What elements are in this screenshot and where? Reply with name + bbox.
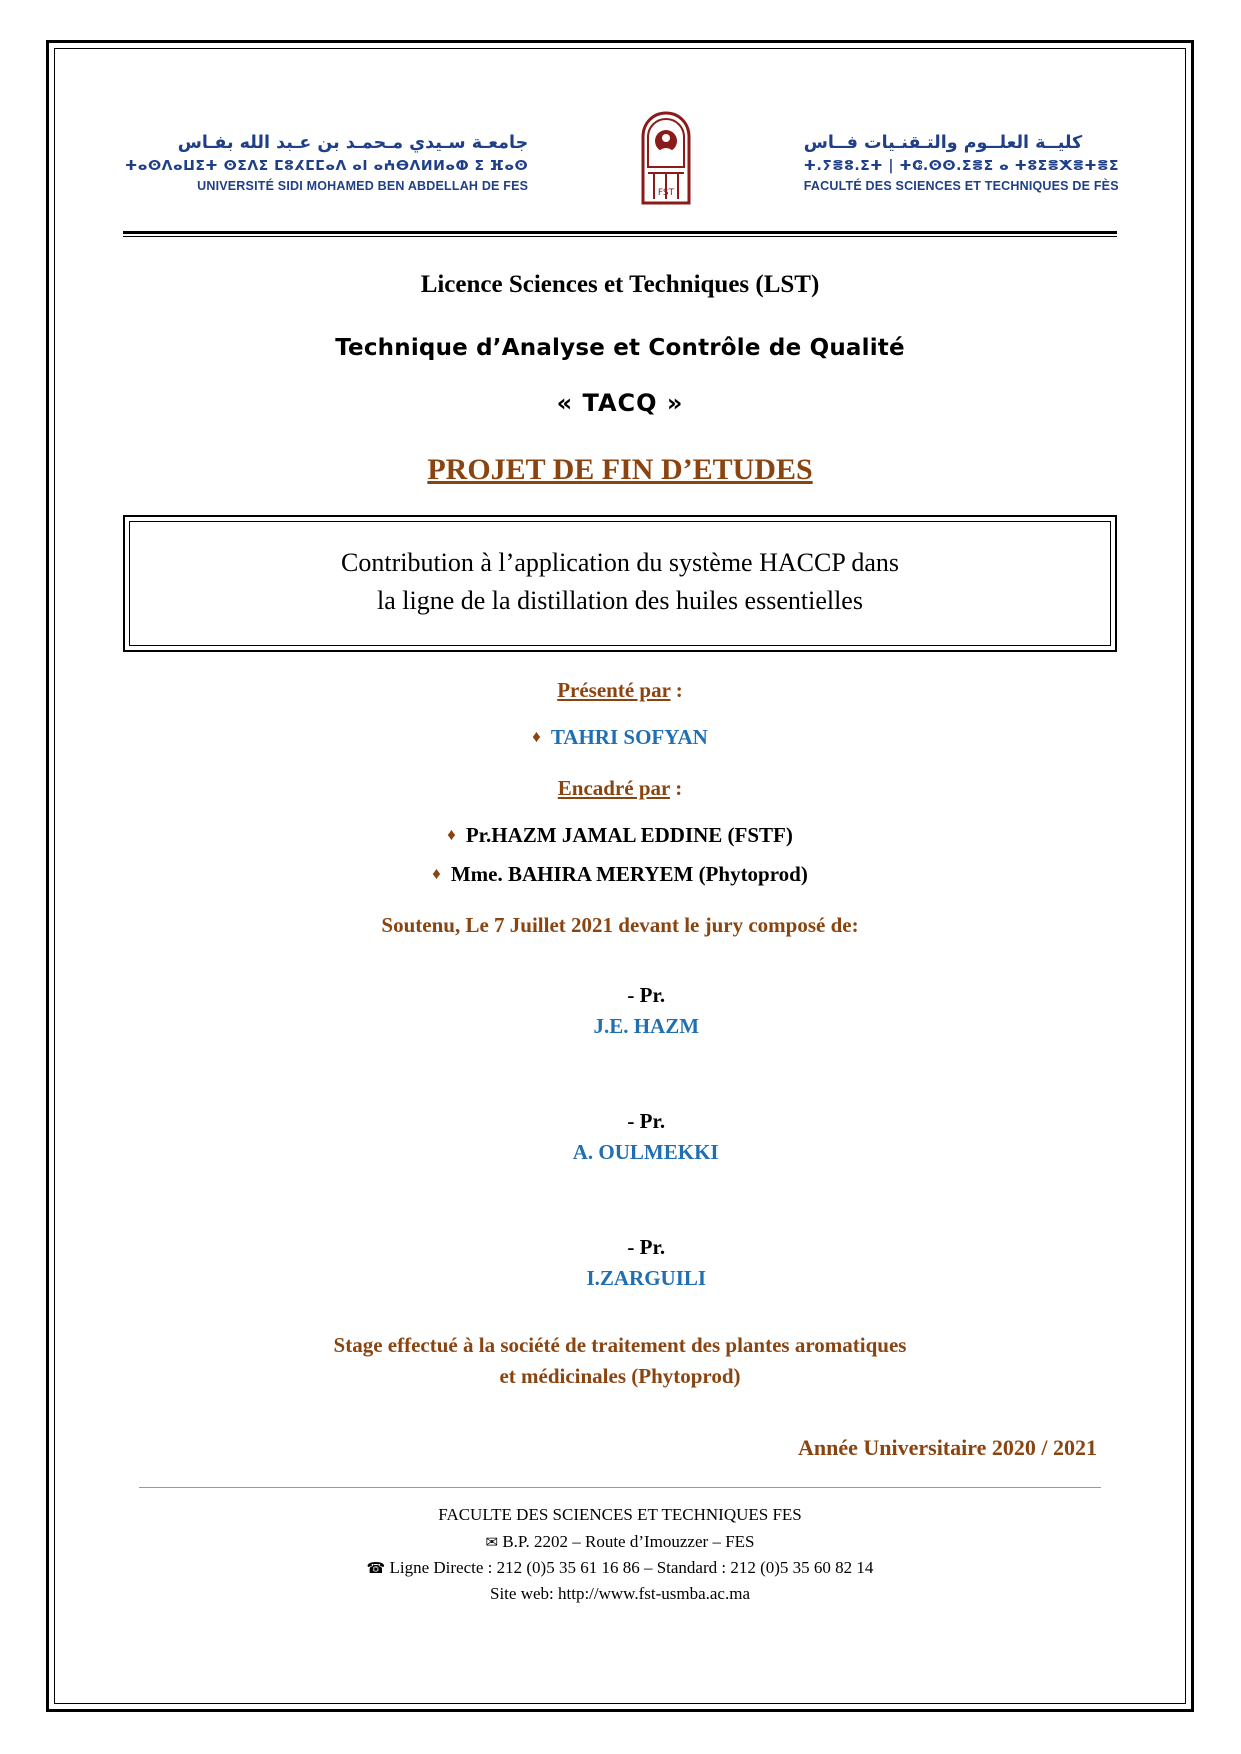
jury-member (113, 1200, 1127, 1326)
faculty-name-french: FACULTÉ DES SCIENCES ET TECHNIQUES DE FÈS (803, 178, 1119, 193)
jury-name: J.E. HAZM (593, 1014, 700, 1039)
footer-phone: Ligne Directe : 212 (0)5 35 61 16 86 – Standard : 212 (0)5 35 60 82 14 (389, 1557, 874, 1577)
program-title: Technique d’Analyse et Contrôle de Qualité (335, 335, 905, 361)
supervisor-entry (113, 823, 1127, 848)
footer-phone-row (113, 1555, 1127, 1581)
telephone-icon: ☎ (366, 1558, 386, 1577)
university-name-tifinagh: ⵜⴰⵙⴷⴰⵡⵉⵜ ⵙⵉⴷⵉ ⵎⵓⵃⵎⵎⴰⴷ ⴰⵏ ⴰⵄⴱⴷⵍⵍⴰⵀ ⵉ ⴼⴰⵙ (125, 158, 529, 175)
supervised-by-label-text: Encadré par (557, 776, 670, 801)
supervised-by-label (113, 776, 1127, 801)
jury-name: A. OULMEKKI (572, 1140, 719, 1165)
diamond-bullet-icon: ♦ (447, 825, 456, 845)
supervised-by-label-suffix: : (669, 776, 683, 801)
internship-line-1: Stage effectué à la société de traitement des plantes aromatiques (333, 1333, 907, 1358)
footer-website: Site web: http://www.fst-usmba.ac.ma (490, 1584, 750, 1604)
internship-note (113, 1330, 1127, 1391)
document-type-title: PROJET DE FIN D’ETUDES (427, 453, 813, 486)
presented-by-label (113, 678, 1127, 703)
university-name-french: UNIVERSITÉ SIDI MOHAMED BEN ABDELLAH DE FES (197, 178, 529, 193)
defense-line: Soutenu, Le 7 Juillet 2021 devant le jury composé de: (381, 913, 859, 938)
page-border-outer (46, 40, 1194, 1712)
supervisor-name: Mme. BAHIRA MERYEM (Phytoprod) (450, 862, 808, 887)
student-name: TAHRI SOFYAN (550, 725, 708, 750)
diamond-bullet-icon: ♦ (432, 864, 441, 884)
jury-name: I.ZARGUILI (586, 1266, 707, 1291)
supervisor-entry (113, 862, 1127, 887)
jury-member (113, 948, 1127, 1074)
header-divider (123, 231, 1117, 234)
footer-divider (139, 1487, 1101, 1488)
supervisor-name: Pr.HAZM JAMAL EDDINE (FSTF) (465, 823, 793, 848)
subject-box-inner (129, 521, 1111, 646)
document-footer (113, 1502, 1127, 1607)
svg-text:FST: FST (657, 188, 675, 198)
faculty-name-tifinagh: ⵜ.ⵢⴻⵓ.ⵉⵜ | ⵜⵛ.ⵙⵙ.ⵉⴻⵉ ⴰ ⵜⵓⵉⴻⵅⴻⵜⴻⵉ (803, 158, 1119, 175)
internship-line-2: et médicinales (Phytoprod) (499, 1363, 741, 1388)
jury-prefix: - Pr. (627, 1108, 666, 1133)
footer-address-row (113, 1529, 1127, 1555)
university-name-arabic: جامعـة سـيدي مـحمـد بن عـبد الله بفـاس (177, 133, 529, 154)
faculty-name-arabic: كليــة العلــوم والتـقنـيات فــاس (803, 133, 1083, 154)
diamond-bullet-icon: ♦ (532, 727, 541, 747)
footer-faculty-name: FACULTE DES SCIENCES ET TECHNIQUES FES (438, 1505, 802, 1525)
page-border-inner (54, 48, 1186, 1704)
subject-line-1: Contribution à l’application du système HACCP dans (341, 548, 899, 577)
jury-prefix: - Pr. (627, 1234, 666, 1259)
academic-year: Année Universitaire 2020 / 2021 (797, 1435, 1097, 1461)
header-divider-thin (123, 236, 1117, 237)
program-abbreviation: « TACQ » (556, 389, 684, 417)
page-content (55, 49, 1185, 1608)
subject-line-2: la ligne de la distillation des huiles essentielles (377, 585, 863, 615)
document-header (113, 49, 1127, 219)
jury-member (113, 1074, 1127, 1200)
student-entry (113, 725, 1127, 750)
faculty-identity (804, 131, 1119, 195)
presented-by-label-text: Présenté par (557, 678, 671, 703)
university-identity (125, 131, 528, 195)
footer-address: B.P. 2202 – Route d’Imouzzer – FES (502, 1531, 755, 1551)
envelope-icon: ✉ (485, 1532, 499, 1551)
jury-list (113, 948, 1127, 1326)
subject-box (123, 515, 1117, 652)
presented-by-label-suffix: : (670, 678, 683, 703)
degree-title: Licence Sciences et Techniques (LST) (420, 271, 820, 298)
fstf-crest-logo (635, 107, 697, 219)
jury-prefix: - Pr. (627, 982, 666, 1007)
